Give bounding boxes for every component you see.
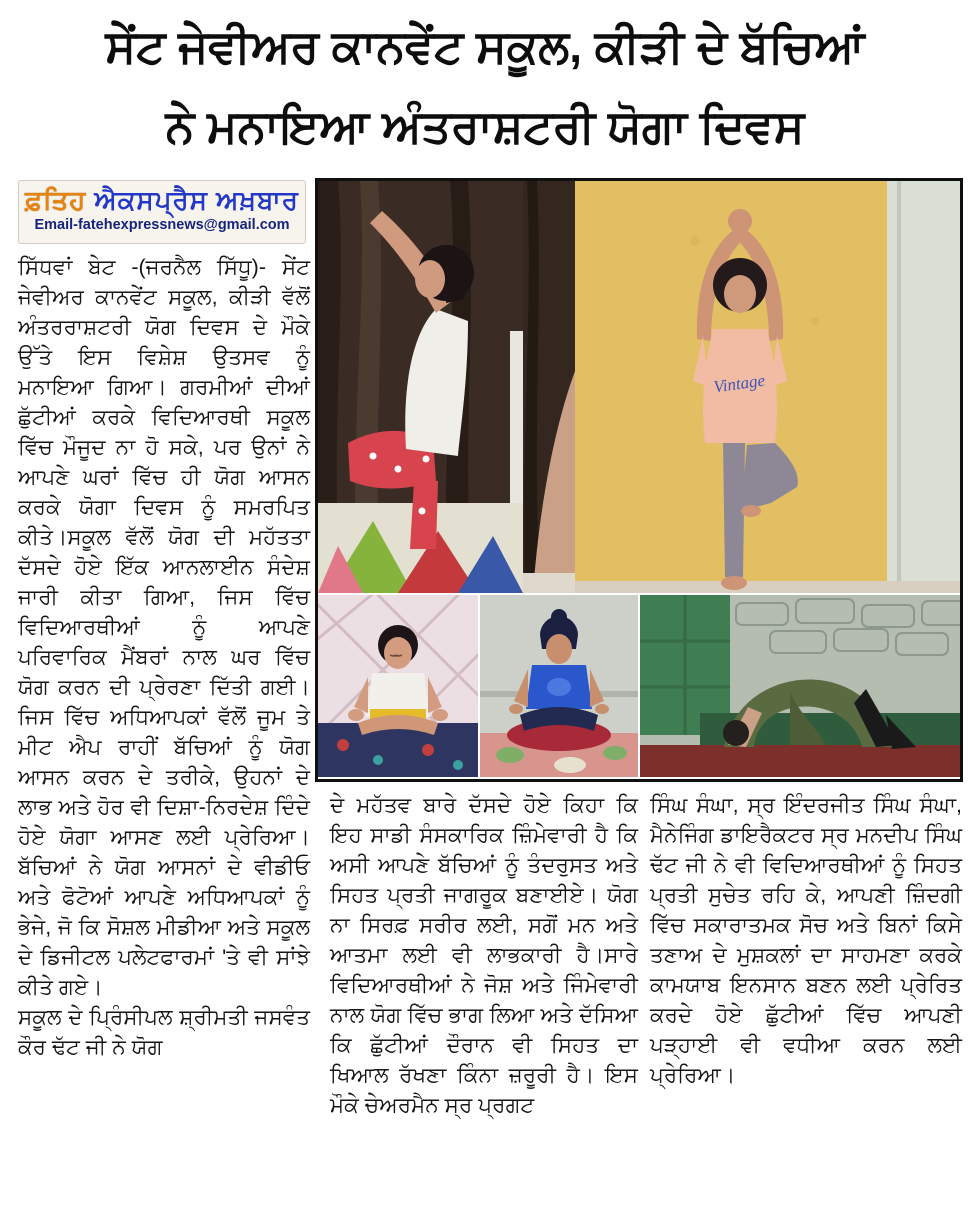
photo-meditating-girl [318, 595, 478, 777]
arm-closeup-illustration [523, 181, 575, 593]
photo-kneeling-yoga-girl [318, 181, 523, 593]
meditating-girl-illustration [318, 595, 478, 777]
article-column-right [650, 790, 962, 1200]
photo-meditating-boy [480, 595, 638, 777]
meditating-boy-illustration [480, 595, 638, 777]
brand-word-fateh: ਫ਼ਤਿਹ [25, 185, 87, 215]
tree-pose-illustration [575, 181, 960, 593]
photo-wheel-pose [640, 595, 960, 777]
collage-bottom-row [318, 595, 960, 777]
left-paragraph-1: ਸਿੱਧਵਾਂ ਬੇਟ -(ਜਰਨੈਲ ਸਿੱਧੂ)- ਸੇਂਟ ਜੇਵੀਅਰ ਕਾਨਵੇਂਟ ਸਕੂਲ, ਕੀੜੀ ਵੱਲੋਂ ਅੰਤਰਰਾਸ਼ਟਰੀ ਯੋਗ ਦਿਵਸ ਦੇ ਮੌਕੇ ਉੱਤੇ ਇਸ ਵਿਸ਼ੇਸ਼ ਉਤਸਵ ਨੂੰ ਮਨਾਇਆ ਗਿਆ। ਗਰਮੀਆਂ ਦੀਆਂ ਛੁੱਟੀਆਂ ਕਰਕੇ ਵਿਦਿਆਰਥੀ ਸਕੂਲ ਵਿੱਚ ਮੌਜੂਦ ਨਾ ਹੋ ਸਕੇ, ਪਰ ਉਨਾਂ ਨੇ ਆਪਣੇ ਘਰਾਂ ਵਿੱਚ ਹੀ ਯੋਗ ਆਸਨ ਕਰਕੇ ਯੋਗਾ ਦਿਵਸ ਨੂੰ ਸਮਰਪਿਤ ਕੀਤੇ।ਸਕੂਲ ਵੱਲੋਂ ਯੋਗ ਦੀ ਮਹੱਤਤਾ ਦੱਸਦੇ ਹੋਏ ਇੱਕ ਆਨਲਾਈਨ ਸੰਦੇਸ਼ ਜਾਰੀ ਕੀਤਾ ਗਿਆ, ਜਿਸ ਵਿੱਚ ਵਿਦਿਆਰਥੀਆਂ ਨੂੰ ਆਪਣੇ ਪਰਿਵਾਰਿਕ ਮੈਂਬਰਾਂ ਨਾਲ ਘਰ ਵਿੱਚ ਯੋਗ ਕਰਨ ਦੀ ਪ੍ਰੇਰਣਾ ਦਿੱਤੀ ਗਈ। ਜਿਸ ਵਿੱਚ ਅਧਿਆਪਕਾਂ ਵੱਲੋਂ ਜੂਮ ਤੇ ਮੀਟ ਐਪ ਰਾਹੀਂ ਬੱਚਿਆਂ ਨੂੰ ਯੋਗ ਆਸਨ ਕਰਨ ਦੇ ਤਰੀਕੇ, ਉਹਨਾਂ ਦੇ ਲਾਭ ਅਤੇ ਹੋਰ ਵੀ ਦਿਸ਼ਾ-ਨਿਰਦੇਸ਼ ਦਿੰਦੇ ਹੋਏ ਯੋਗਾ ਆਸਣ ਲਈ ਪ੍ਰੇਰਿਆ। ਬੱਚਿਆਂ ਨੇ ਯੋਗ ਆਸਨਾਂ ਦੇ ਵੀਡੀਓ ਅਤੇ ਫੋਟੋਆਂ ਆਪਣੇ ਅਧਿਆਪਕਾਂ ਨੂੰ ਭੇਜੇ, ਜੋ ਕਿ ਸੋਸ਼ਲ ਮੀਡੀਆ ਅਤੇ ਸਕੂਲ ਦੇ ਡਿਜੀਟਲ ਪਲੇਟਫਾਰਮਾਂ 'ਤੇ ਵੀ ਸਾਂਝੇ ਕੀਤੇ ਗਏ। [18, 255, 310, 999]
right-paragraph-1: ਸਿੰਘ ਸੰਘਾ, ਸ੍ਰ ਇੰਦਰਜੀਤ ਸਿੰਘ ਸੰਘਾ, ਮੈਨੇਜਿੰਗ ਡਾਇਰੈਕਟਰ ਸ੍ਰ ਮਨਦੀਪ ਸਿੰਘ ਢੱਟ ਜੀ ਨੇ ਵੀ ਵਿਦਿਆਰਥੀਆਂ ਨੂੰ ਸਿਹਤ ਪ੍ਰਤੀ ਸੁਚੇਤ ਰਹਿ ਕੇ, ਆਪਣੀ ਜ਼ਿੰਦਗੀ ਵਿੱਚ ਸਕਾਰਾਤਮਕ ਸੋਚ ਅਤੇ ਬਿਨਾਂ ਕਿਸੇ ਤਣਾਅ ਦੇ ਮੁਸ਼ਕਲਾਂ ਦਾ ਸਾਹਮਣਾ ਕਰਕੇ ਕਾਮਯਾਬ ਇਨਸਾਨ ਬਣਨ ਲਈ ਪ੍ਰੇਰਿਤ ਕਰਦੇ ਹੋਏ ਛੁੱਟੀਆਂ ਵਿੱਚ ਆਪਣੀ ਪੜ੍ਹਾਈ ਵੀ ਵਧੀਆ ਕਰਨ ਲਈ ਪ੍ਰੇਰਿਆ। [650, 793, 962, 1087]
newspaper-brand [19, 185, 305, 215]
kneeling-girl-illustration [318, 181, 523, 593]
wheel-pose-illustration [640, 595, 960, 777]
article-headline [0, 6, 970, 166]
middle-paragraph-1: ਦੇ ਮਹੱਤਵ ਬਾਰੇ ਦੱਸਦੇ ਹੋਏ ਕਿਹਾ ਕਿ ਇਹ ਸਾਡੀ ਸੰਸਕਾਰਿਕ ਜ਼ਿੰਮੇਵਾਰੀ ਹੈ ਕਿ ਅਸੀ ਆਪਣੇ ਬੱਚਿਆਂ ਨੂੰ ਤੰਦਰੁਸਤ ਅਤੇ ਸਿਹਤ ਪ੍ਰਤੀ ਜਾਗਰੂਕ ਬਣਾਈਏ। ਯੋਗ ਨਾ ਸਿਰਫ਼ ਸਰੀਰ ਲਈ, ਸਗੋਂ ਮਨ ਅਤੇ ਆਤਮਾ ਲਈ ਵੀ ਲਾਭਕਾਰੀ ਹੈ।ਸਾਰੇ ਵਿਦਿਆਰਥੀਆਂ ਨੇ ਜੋਸ਼ ਅਤੇ ਜਿੰਮੇਵਾਰੀ ਨਾਲ ਯੋਗ ਵਿੱਚ ਭਾਗ ਲਿਆ ਅਤੇ ਦੱਸਿਆ ਕਿ ਛੁੱਟੀਆਂ ਦੌਰਾਨ ਵੀ ਸਿਹਤ ਦਾ ਖਿਆਲ ਰੱਖਣਾ ਕਿੰਨਾ ਜ਼ਰੂਰੀ ਹੈ। ਇਸ ਮੌਕੇ ਚੇਅਰਮੈਨ ਸ੍ਰ ਪ੍ਰਗਟ [330, 793, 638, 1117]
photo-tree-pose-girl [575, 181, 960, 593]
yoga-photo-collage [315, 178, 963, 782]
photo-arm-closeup-strip [523, 181, 575, 593]
collage-top-row [318, 181, 960, 593]
headline-line-1: ਸੇਂਟ ਜੇਵੀਅਰ ਕਾਨਵੇਂਟ ਸਕੂਲ, ਕੀੜੀ ਦੇ ਬੱਚਿਆਂ [105, 20, 865, 72]
article-column-left [18, 252, 310, 1196]
brand-word-express-akhbar: ਐਕਸਪ੍ਰੈਸ ਅਖ਼ਬਾਰ [86, 185, 299, 215]
newspaper-masthead [18, 180, 306, 244]
tshirt-vintage-text: Vintage [712, 370, 767, 397]
article-column-middle [330, 790, 638, 1200]
left-paragraph-2: ਸਕੂਲ ਦੇ ਪ੍ਰਿੰਸੀਪਲ ਸ਼੍ਰੀਮਤੀ ਜਸਵੰਤ ਕੌਰ ਢੱਟ ਜੀ ਨੇ ਯੋਗ [18, 1005, 310, 1059]
headline-line-2: ਨੇ ਮਨਾਇਆ ਅੰਤਰਾਸ਼ਟਰੀ ਯੋਗਾ ਦਿਵਸ [165, 100, 805, 152]
masthead-email: Email-fatehexpressnews@gmail.com [34, 217, 290, 233]
